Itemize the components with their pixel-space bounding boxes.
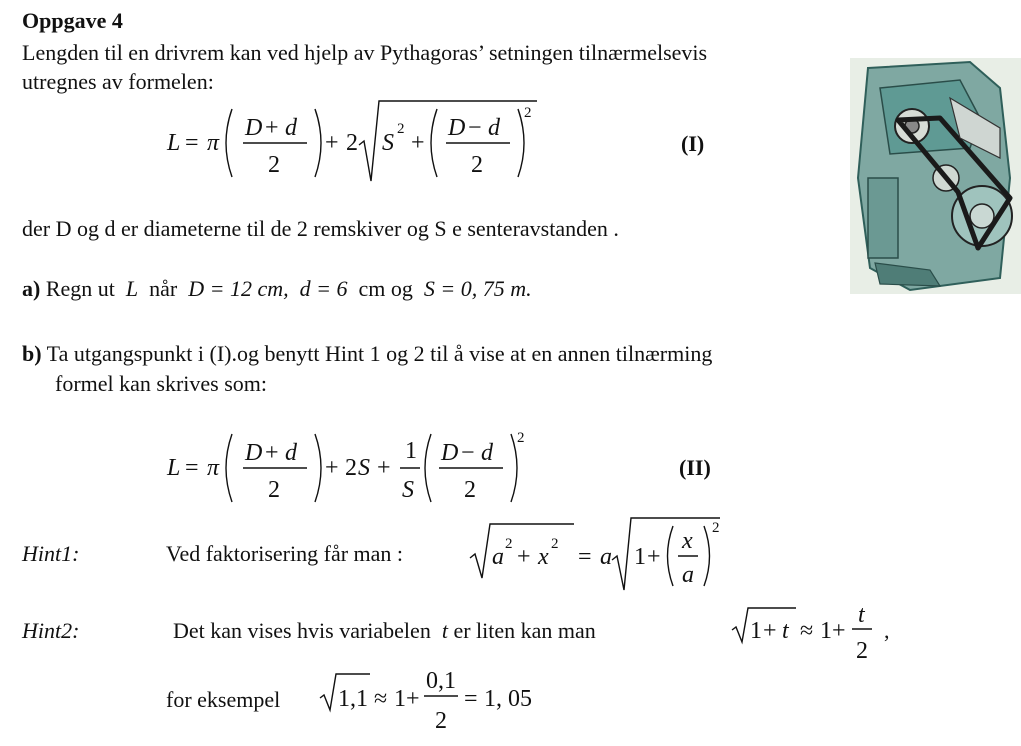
hint2-text-1: Det kan vises hvis variabelen <box>173 618 431 643</box>
svg-text:x: x <box>682 528 693 554</box>
svg-text:2: 2 <box>712 520 720 536</box>
svg-text:2: 2 <box>551 536 559 552</box>
svg-text:2: 2 <box>856 638 868 664</box>
hint1-text: Ved faktorisering får man : <box>166 541 404 566</box>
svg-text:D: D <box>448 115 466 141</box>
svg-text:+: + <box>411 130 425 156</box>
svg-text:=: = <box>578 544 592 570</box>
svg-text:S: S <box>382 130 394 156</box>
example-formula <box>318 668 538 744</box>
formula-II-label: (II) <box>679 455 711 480</box>
svg-text:d: d <box>488 115 500 141</box>
svg-text:−: − <box>468 115 482 141</box>
svg-text:D: D <box>245 115 263 141</box>
svg-text:1: 1 <box>820 618 832 644</box>
svg-text:+: + <box>763 618 777 644</box>
part-a-label: a) <box>22 276 41 301</box>
description-text: der D og d er diameterne til de 2 remskiver og S e senteravstanden . <box>22 216 619 241</box>
svg-text:L: L <box>167 130 181 156</box>
svg-text:=: = <box>464 686 478 712</box>
hint1-label: Hint1: <box>22 541 80 566</box>
hint1-formula <box>468 512 738 594</box>
hint2-trailing-comma: , <box>884 618 890 643</box>
svg-text:2: 2 <box>346 130 358 156</box>
svg-text:π: π <box>207 130 220 156</box>
svg-text:a: a <box>600 544 612 570</box>
svg-text:2: 2 <box>397 121 405 137</box>
svg-text:−: − <box>461 440 475 466</box>
engine-drawing <box>850 58 1021 294</box>
svg-text:1, 05: 1, 05 <box>484 686 532 712</box>
part-a-text-1: Regn ut <box>45 276 115 301</box>
svg-text:+: + <box>517 544 531 570</box>
svg-text:2: 2 <box>517 430 525 446</box>
hint2-var-t: t <box>441 618 448 643</box>
hint2-text-2: er liten kan man <box>453 618 596 643</box>
part-a-expr-S: S = 0, 75 m. <box>423 276 532 301</box>
svg-text:2: 2 <box>524 105 532 121</box>
svg-text:=: = <box>185 130 199 156</box>
intro-line-2: utregnes av formelen: <box>22 69 214 94</box>
part-a-text-3: cm og <box>358 276 413 301</box>
svg-text:1: 1 <box>394 686 406 712</box>
intro-text <box>22 38 707 96</box>
part-a-expr-D: D = 12 cm, <box>188 276 289 301</box>
part-b-line-1: Ta utgangspunkt i (I).og benytt Hint 1 og 2 til å vise at en annen tilnærming <box>46 341 713 366</box>
svg-text:2: 2 <box>464 477 476 503</box>
intro-line-1: Lengden til en drivrem kan ved hjelp av Pythagoras’ setningen tilnærmelsevis <box>22 40 708 65</box>
formula-I-label: (I) <box>681 131 705 156</box>
part-a <box>22 276 532 302</box>
svg-text:≈: ≈ <box>374 686 388 712</box>
svg-text:D: D <box>441 440 459 466</box>
formula-I <box>165 95 545 190</box>
svg-text:2: 2 <box>471 152 483 178</box>
svg-text:2: 2 <box>268 477 280 503</box>
svg-text:1: 1 <box>634 544 646 570</box>
part-a-var-L: L <box>125 276 139 301</box>
svg-text:D: D <box>245 440 263 466</box>
svg-text:L: L <box>167 455 181 481</box>
svg-text:a: a <box>682 562 694 588</box>
exercise-title: Oppgave 4 <box>22 8 123 33</box>
hint2-text <box>173 618 596 644</box>
svg-text:S: S <box>358 455 370 481</box>
part-a-text-2: når <box>149 276 178 301</box>
svg-text:≈: ≈ <box>800 618 814 644</box>
svg-text:=: = <box>185 455 199 481</box>
svg-text:π: π <box>207 455 220 481</box>
svg-text:1,1: 1,1 <box>338 686 368 712</box>
svg-text:+: + <box>265 440 279 466</box>
hint2-formula <box>730 604 880 666</box>
part-a-expr-d: d = 6 <box>299 276 348 301</box>
hint2-label: Hint2: <box>22 618 80 643</box>
svg-text:d: d <box>285 440 297 466</box>
svg-text:t: t <box>858 602 865 628</box>
example-text: for eksempel <box>166 687 281 712</box>
svg-text:+: + <box>647 544 661 570</box>
part-b-label: b) <box>22 341 42 366</box>
svg-text:t: t <box>782 618 789 644</box>
svg-text:+: + <box>265 115 279 141</box>
svg-text:2: 2 <box>345 455 357 481</box>
svg-text:d: d <box>481 440 493 466</box>
svg-text:+: + <box>832 618 846 644</box>
svg-text:d: d <box>285 115 297 141</box>
svg-text:2: 2 <box>268 152 280 178</box>
svg-text:x: x <box>538 544 549 570</box>
part-b-line-2: formel kan skrives som: <box>55 371 268 396</box>
formula-II <box>165 420 545 510</box>
svg-text:+: + <box>406 686 420 712</box>
svg-text:a: a <box>492 544 504 570</box>
svg-text:2: 2 <box>435 708 447 734</box>
svg-text:0,1: 0,1 <box>426 668 456 694</box>
svg-text:+: + <box>325 455 339 481</box>
svg-text:+: + <box>325 130 339 156</box>
part-b <box>22 339 712 399</box>
svg-text:S: S <box>402 477 414 503</box>
svg-text:+: + <box>377 455 391 481</box>
svg-text:2: 2 <box>505 536 513 552</box>
svg-text:1: 1 <box>405 438 417 464</box>
engine-belt-illustration <box>850 58 1021 294</box>
svg-text:1: 1 <box>750 618 762 644</box>
